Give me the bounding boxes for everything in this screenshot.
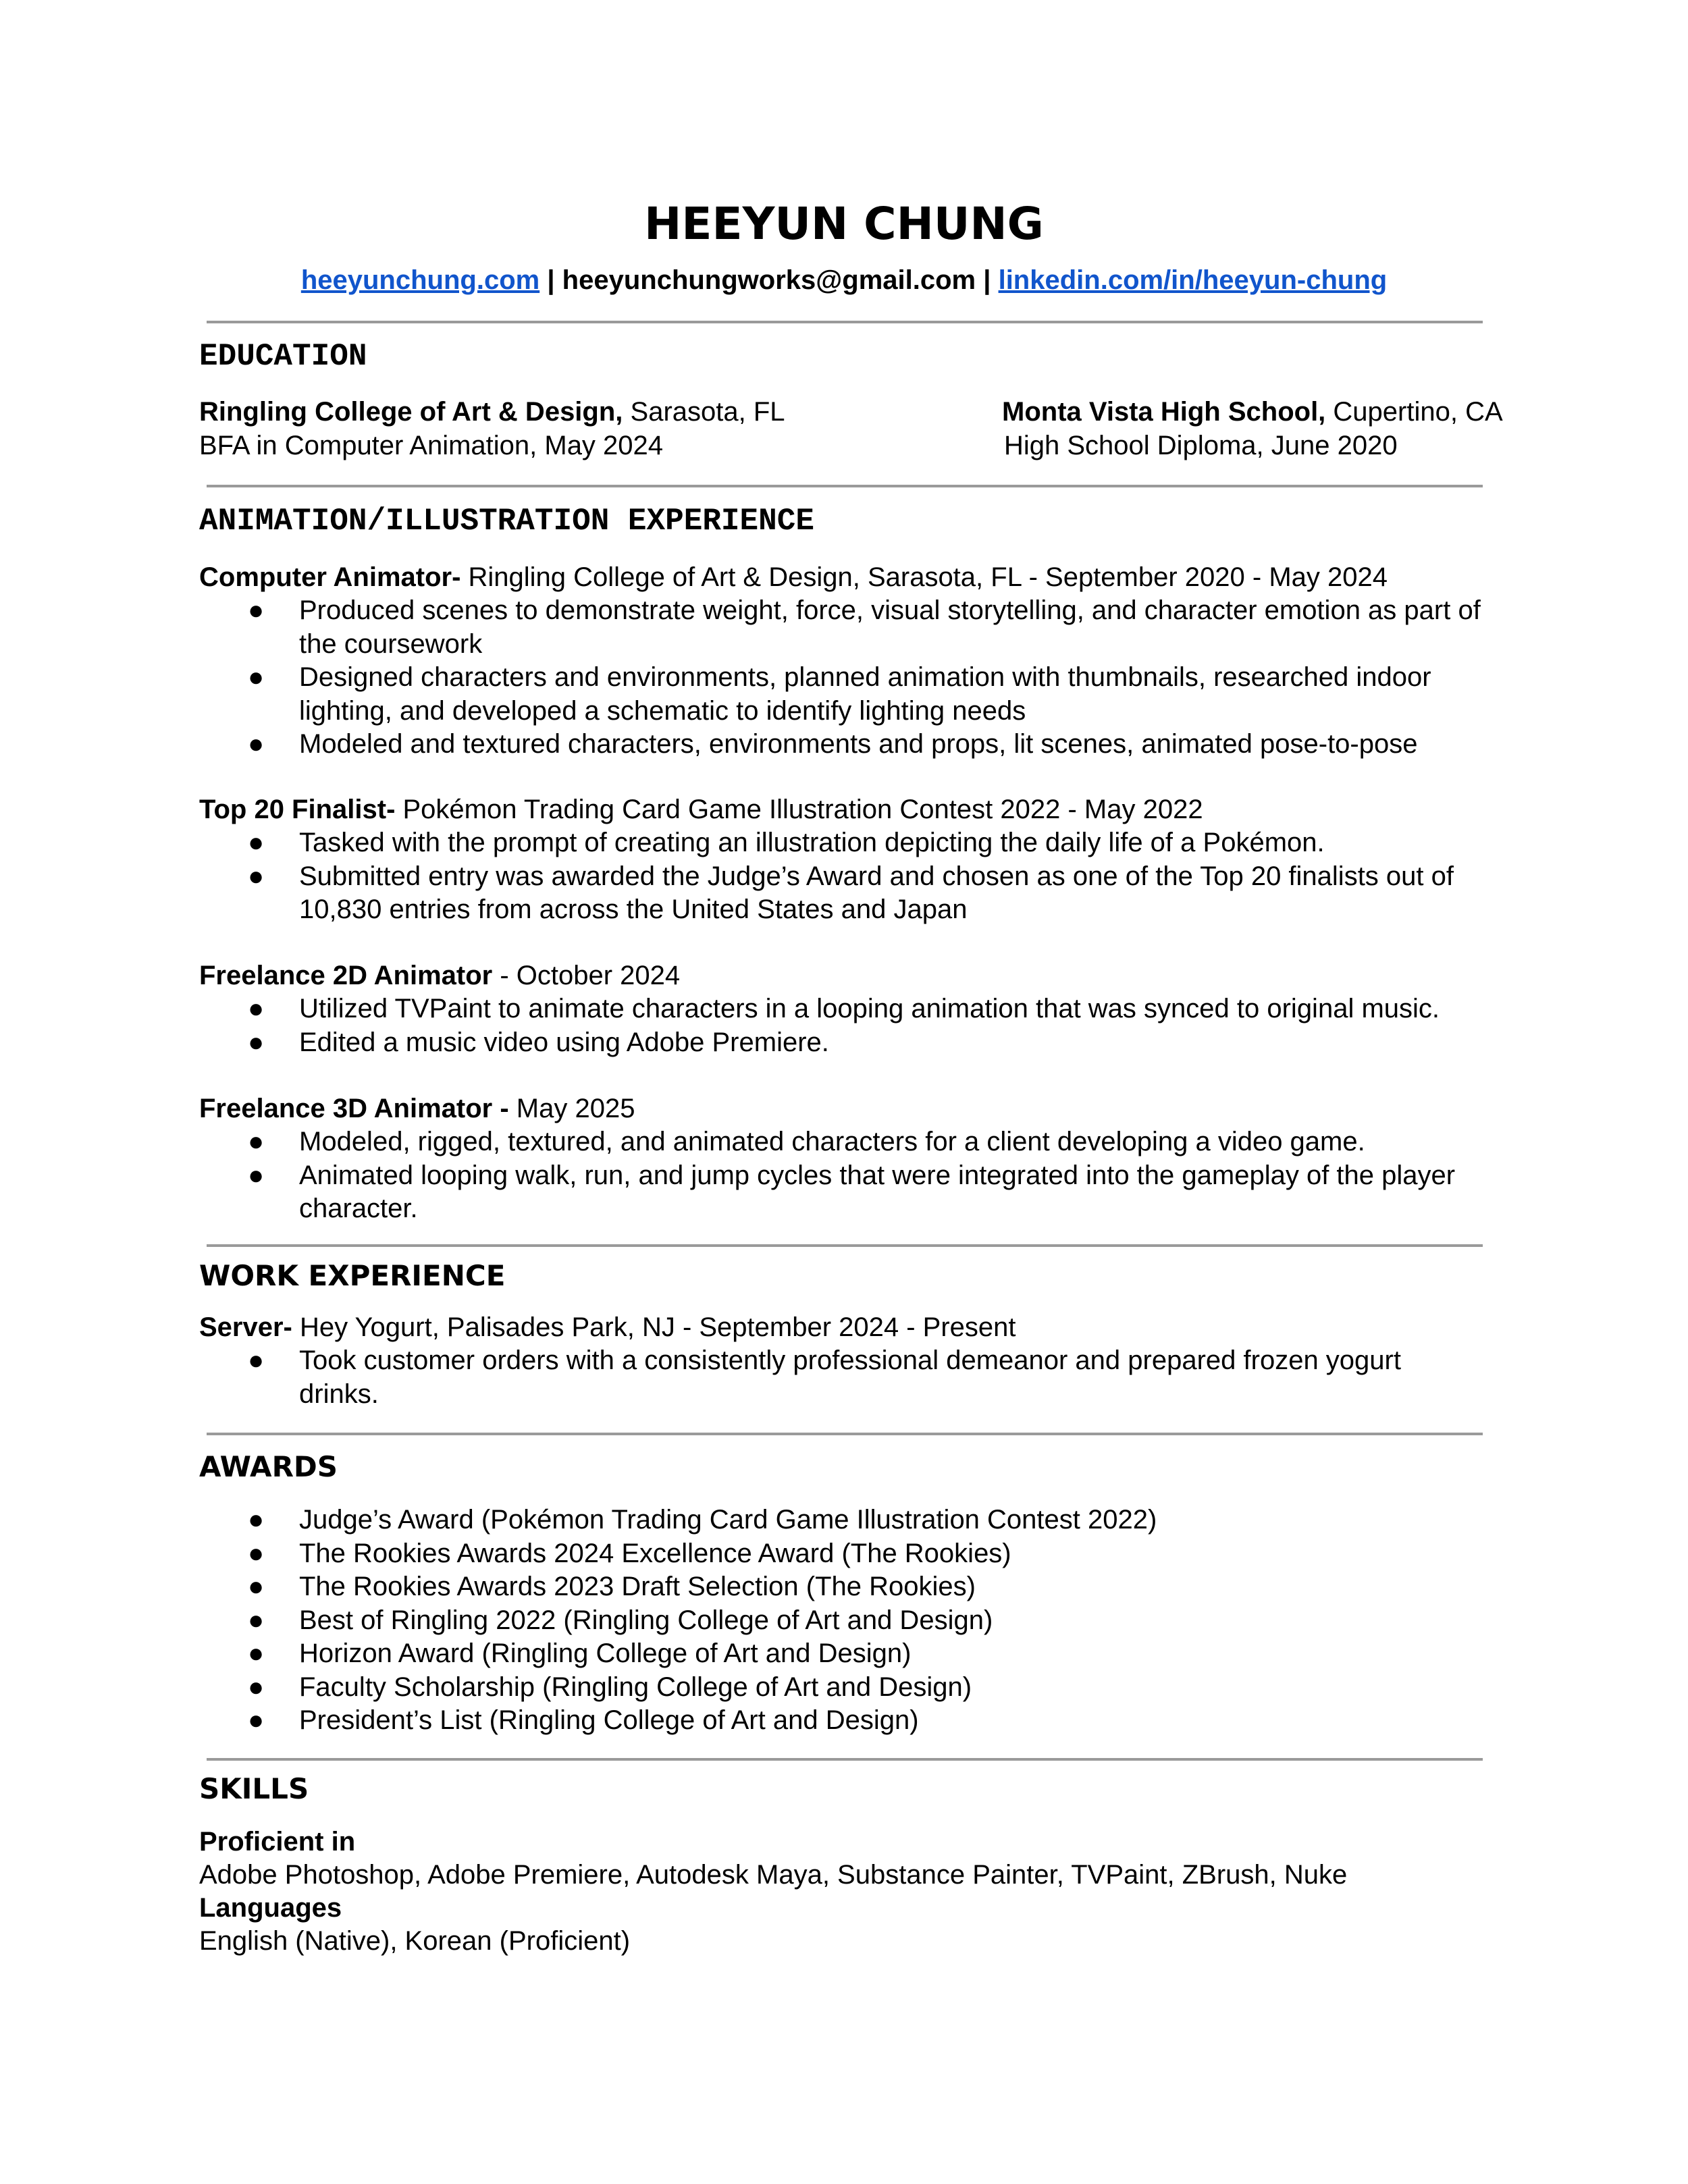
list-item: ● Utilized TVPaint to animate characters in a looping animation that was synced to original music. bbox=[199, 992, 1523, 1026]
bullet-icon: ● bbox=[248, 1505, 265, 1535]
list-item: ● Judge’s Award (Pokémon Trading Card Game Illustration Contest 2022) bbox=[199, 1503, 1482, 1537]
edu-right-detail: High School Diploma, June 2020 bbox=[1004, 431, 1398, 460]
bullet-icon: ● bbox=[248, 1538, 265, 1568]
bullet-icon: ● bbox=[248, 828, 265, 857]
edu-left-location: Sarasota, FL bbox=[623, 397, 785, 427]
divider bbox=[207, 1244, 1483, 1247]
list-item: ● Tasked with the prompt of creating an illustration depicting the daily life of a Pokémon. bbox=[199, 826, 1469, 860]
job-detail: - October 2024 bbox=[492, 961, 681, 990]
edu-right-location: Cupertino, CA bbox=[1325, 397, 1503, 427]
bullet-icon: ● bbox=[248, 861, 265, 891]
bullet-icon: ● bbox=[248, 662, 265, 692]
bullet-icon: ● bbox=[248, 1160, 265, 1190]
list-item: ● Took customer orders with a consistently professional demeanor and prepared frozen yogurt drinks. bbox=[248, 1346, 1401, 1409]
languages-value: English (Native), Korean (Proficient) bbox=[199, 1926, 631, 1956]
divider bbox=[207, 321, 1483, 323]
job-title: Computer Animator- bbox=[199, 562, 461, 592]
job-bullets bbox=[199, 826, 1469, 927]
bullet-icon: ● bbox=[248, 1127, 265, 1156]
bullet-icon: ● bbox=[248, 595, 265, 625]
job-title-line bbox=[199, 1310, 1016, 1344]
animation-heading: ANIMATION/ILLUSTRATION EXPERIENCE bbox=[199, 504, 814, 539]
list-item: ● Animated looping walk, run, and jump cycles that were integrated into the gameplay of the player character. bbox=[248, 1160, 1456, 1223]
bullet-icon: ● bbox=[248, 994, 265, 1023]
list-item: ● President’s List (Ringling College of Art and Design) bbox=[199, 1704, 1482, 1738]
job-title-line bbox=[199, 1092, 635, 1125]
bullet-icon: ● bbox=[248, 729, 265, 759]
bullet-icon: ● bbox=[248, 1639, 265, 1668]
job-title-line bbox=[199, 793, 1203, 826]
job-bullets bbox=[199, 1344, 1442, 1411]
bullet-icon: ● bbox=[248, 1346, 265, 1375]
bullet-icon: ● bbox=[248, 1605, 265, 1635]
list-item: ● Faculty Scholarship (Ringling College of Art and Design) bbox=[199, 1671, 1482, 1705]
proficient-skills: Adobe Photoshop, Adobe Premiere, Autodesk Maya, Substance Painter, TVPaint, ZBrush, Nuke bbox=[199, 1860, 1348, 1890]
divider bbox=[207, 1433, 1483, 1435]
list-item: ● Edited a music video using Adobe Premiere. bbox=[199, 1026, 1523, 1060]
edu-right-school: Monta Vista High School, bbox=[1002, 397, 1326, 427]
work-heading: WORK EXPERIENCE bbox=[199, 1259, 506, 1292]
candidate-name: HEEYUN CHUNG bbox=[644, 198, 1044, 250]
list-item: ● Horizon Award (Ringling College of Art and Design) bbox=[199, 1637, 1482, 1671]
awards-heading: AWARDS bbox=[199, 1450, 338, 1483]
job-title-line bbox=[199, 560, 1388, 594]
separator: | bbox=[547, 265, 555, 295]
job-title: Server- bbox=[199, 1312, 292, 1342]
education-heading: EDUCATION bbox=[199, 339, 367, 374]
list-item: ● Designed characters and environments, planned animation with thumbnails, researched indoor lighting, and developed a schematic to identify lighting needs bbox=[248, 662, 1431, 726]
job-title: Top 20 Finalist- bbox=[199, 795, 396, 824]
bullet-icon: ● bbox=[248, 1672, 265, 1702]
list-item: ● The Rookies Awards 2023 Draft Selection (The Rookies) bbox=[199, 1570, 1482, 1604]
list-item: ● Best of Ringling 2022 (Ringling College of Art and Design) bbox=[199, 1604, 1482, 1638]
job-detail: May 2025 bbox=[508, 1094, 635, 1123]
list-item: ● The Rookies Awards 2024 Excellence Award (The Rookies) bbox=[199, 1537, 1482, 1571]
edu-left-detail: BFA in Computer Animation, May 2024 bbox=[199, 431, 664, 460]
list-item: ● Submitted entry was awarded the Judge’s Award and chosen as one of the Top 20 finalists out of 10,830 entries from across the United States and Japan bbox=[248, 861, 1454, 924]
divider bbox=[207, 1758, 1483, 1761]
contact-line bbox=[0, 262, 1688, 298]
skills-heading: SKILLS bbox=[199, 1772, 309, 1805]
job-bullets bbox=[199, 594, 1512, 762]
job-detail: Ringling College of Art & Design, Sarasota, FL - September 2020 - May 2024 bbox=[460, 562, 1388, 592]
languages-label: Languages bbox=[199, 1893, 342, 1923]
job-bullets bbox=[199, 992, 1523, 1059]
bullet-icon: ● bbox=[248, 1027, 265, 1057]
edu-left-school-line bbox=[199, 395, 785, 429]
job-title: Freelance 3D Animator - bbox=[199, 1094, 509, 1123]
linkedin-link[interactable]: linkedin.com/in/heeyun-chung bbox=[998, 265, 1388, 295]
job-detail: Pokémon Trading Card Game Illustration Contest 2022 - May 2022 bbox=[395, 795, 1203, 824]
list-item: ● Modeled and textured characters, environments and props, lit scenes, animated pose-to-pose bbox=[199, 728, 1512, 762]
edu-left-school: Ringling College of Art & Design, bbox=[199, 397, 623, 427]
awards-list bbox=[199, 1503, 1482, 1738]
job-bullets bbox=[199, 1125, 1482, 1226]
bullet-icon: ● bbox=[248, 1705, 265, 1735]
list-item: ● Modeled, rigged, textured, and animated characters for a client developing a video game. bbox=[199, 1125, 1482, 1159]
job-title-line bbox=[199, 959, 680, 992]
job-detail: Hey Yogurt, Palisades Park, NJ - September 2024 - Present bbox=[292, 1312, 1016, 1342]
proficient-label: Proficient in bbox=[199, 1827, 356, 1857]
email-text: heeyunchungworks@gmail.com bbox=[562, 265, 976, 295]
bullet-icon: ● bbox=[248, 1572, 265, 1601]
website-link[interactable]: heeyunchung.com bbox=[300, 265, 540, 295]
edu-right-school-line bbox=[1002, 395, 1503, 429]
divider bbox=[207, 485, 1483, 487]
job-title: Freelance 2D Animator bbox=[199, 961, 493, 990]
separator: | bbox=[983, 265, 991, 295]
list-item: ● Produced scenes to demonstrate weight, force, visual storytelling, and character emotion as part of the coursework bbox=[248, 595, 1481, 659]
